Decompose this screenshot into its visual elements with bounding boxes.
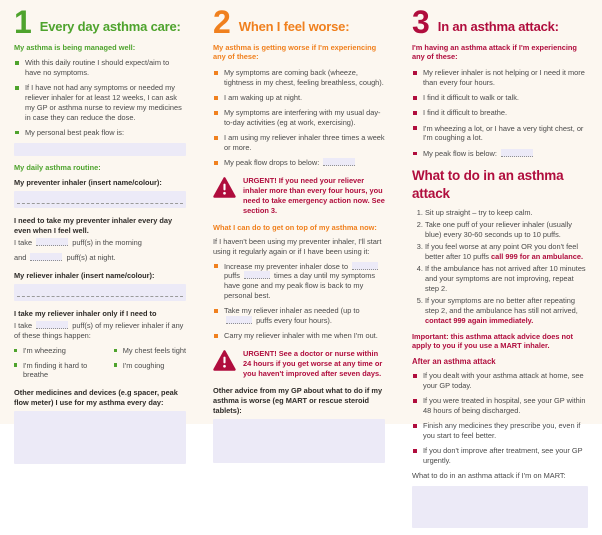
reliever-inhaler-label: My reliever inhaler (insert name/colour): — [14, 270, 155, 280]
urgent-notice-2-text: URGENT! See a doctor or nurse within 24 hours if you get worse at any time or you haven't improved after seven days. — [243, 348, 383, 378]
reliever-only-heading: I take my reliever inhaler only if I need to — [14, 308, 157, 318]
reliever-dose-line — [14, 321, 186, 341]
step-emphasis: contact 999 again immediately. — [425, 315, 534, 325]
night-puffs-field[interactable] — [30, 253, 62, 261]
list-item-text: My peak flow drops to below: — [224, 158, 320, 168]
increase-dose-times-field[interactable] — [244, 271, 270, 279]
section-3-intro: I'm having an asthma attack if I'm experiencing any of these: — [412, 42, 577, 62]
preventer-restart-text: If I haven't been using my preventer inhaler, I'll start using it regularly again or if I have been using it: — [213, 237, 382, 256]
list-item — [213, 158, 385, 168]
step-item — [425, 264, 588, 293]
symptom-item: My chest feels tight — [114, 346, 186, 356]
morning-puffs-field[interactable] — [36, 238, 68, 246]
other-advice-label: Other advice from my GP about what to do if my asthma is worse (eg MART or rescue steroid tablets): — [213, 386, 383, 415]
urgent-notice-2 — [213, 349, 385, 378]
list-item-text: Carry my reliever inhaler with me when I'm out. — [224, 331, 378, 341]
section-1-intro: My asthma is being managed well: — [14, 42, 136, 52]
mart-important-note: Important: this asthma attack advice does not apply to you if you use a MART inhaler. — [412, 331, 573, 351]
list-item — [412, 108, 588, 118]
after-attack-heading: After an asthma attack — [412, 357, 496, 367]
increase-dose-puffs-field[interactable] — [352, 262, 378, 270]
list-item — [213, 68, 385, 88]
step-item — [425, 208, 588, 218]
list-item — [412, 396, 588, 416]
section-2-intro: My asthma is getting worse if I'm experiencing any of these: — [213, 42, 377, 62]
list-item-text: My reliever inhaler is not helping or I need it more than every four hours. — [423, 68, 585, 87]
daily-routine-heading: My daily asthma routine: — [14, 163, 101, 173]
symptom-item: I'm finding it hard to breathe — [14, 361, 100, 381]
get-on-top-heading: What I can do to get on top of my asthma now: — [213, 223, 377, 233]
reliever-puffs-field[interactable] — [36, 321, 68, 329]
list-item-text: I find it difficult to walk or talk. — [423, 93, 519, 103]
attack-signs-list — [412, 68, 588, 158]
list-item — [213, 93, 385, 103]
list-item-text: If I have not had any symptoms or needed my reliever inhaler for at least 12 weeks, I can ask my GP or asthma nurse to review my medicines in case they can reduce the dose. — [25, 83, 182, 122]
other-medicines-field[interactable] — [14, 411, 186, 464]
section-1-header — [14, 4, 186, 40]
list-item — [412, 446, 588, 466]
list-item-text: My symptoms are interfering with my usual day-to-day activities (eg at work, exercising). — [224, 108, 381, 128]
after-attack-list — [412, 371, 588, 466]
morning-dose-line — [14, 238, 186, 248]
list-item-text: puffs — [224, 271, 240, 281]
peak-flow-drop-field[interactable] — [323, 158, 355, 166]
section-3-header — [412, 4, 588, 40]
symptom-item: I'm coughing — [114, 361, 186, 381]
list-item-text: My personal best peak flow is: — [25, 127, 124, 137]
list-item — [412, 68, 588, 88]
worse-signs-list — [213, 68, 385, 168]
step-item — [425, 242, 588, 262]
night-dose-line — [14, 253, 186, 263]
preventer-note: I need to take my preventer inhaler every day even when I feel well. — [14, 215, 173, 235]
section-1-title: Every day asthma care: — [39, 19, 181, 35]
list-item-text: Take my reliever inhaler as needed (up to — [224, 306, 360, 316]
dose-text: puff(s) in the morning — [72, 238, 142, 248]
urgent-notice-1-text: URGENT! If you need your reliever inhaler more than every four hours, you need to take emergency action now. See section 3. — [243, 176, 385, 215]
step-text: If the ambulance has not arrived after 10 minutes and your symptoms are not improving, repeat step 2. — [425, 264, 586, 293]
list-item — [213, 331, 385, 341]
reliever-max-puffs-field[interactable] — [226, 316, 252, 324]
list-item-text: I am using my reliever inhaler three times a week or more. — [224, 133, 385, 153]
list-item-text: I am waking up at night. — [224, 93, 303, 103]
reliever-name-field[interactable] — [14, 284, 186, 301]
list-item — [213, 306, 385, 326]
list-item-text: If you don't improve after treatment, see your GP urgently. — [423, 446, 583, 466]
dose-text: puff(s) of my reliever inhaler if any of these things happen: — [14, 321, 184, 341]
section-3-title: In an asthma attack: — [437, 19, 559, 35]
section-3-number: 3 — [412, 4, 430, 40]
list-item-text: I'm wheezing a lot, or I have a very tight chest, or I'm coughing a lot. — [423, 123, 584, 143]
section-2-number: 2 — [213, 4, 231, 40]
list-item — [14, 128, 186, 138]
mart-attack-label: What to do in an asthma attack if I'm on MART: — [412, 471, 566, 481]
urgent-notice-1 — [213, 176, 385, 215]
step-text: If you feel worse at any point OR you don't feel better after 10 puffs — [425, 242, 579, 262]
symptom-checklist — [14, 346, 186, 380]
dose-text: I take — [14, 321, 33, 331]
list-item-text: If you dealt with your asthma attack at home, see your GP today. — [423, 371, 584, 391]
list-item-text: My peak flow is below: — [423, 148, 497, 158]
other-advice-field[interactable] — [213, 419, 385, 463]
list-item — [213, 133, 385, 153]
section-2-title: When I feel worse: — [238, 19, 350, 35]
list-item-text: With this daily routine I should expect/aim to have no symptoms. — [25, 58, 170, 78]
best-peak-flow-field[interactable] — [14, 143, 186, 156]
list-item-text: puffs every four hours). — [256, 315, 332, 325]
warning-icon — [213, 350, 236, 374]
dose-text: puff(s) at night. — [66, 253, 116, 263]
step-item — [425, 296, 588, 325]
section-asthma-attack — [412, 4, 588, 535]
list-item — [412, 149, 588, 159]
section-2-header — [213, 4, 385, 40]
dose-text: and — [14, 253, 27, 263]
warning-icon — [213, 177, 236, 201]
other-medicines-label: Other medicines and devices (e.g spacer, peak flow meter) I use for my asthma every day: — [14, 388, 178, 407]
step-emphasis: call 999 for an ambulance. — [491, 252, 584, 262]
list-item — [14, 58, 186, 78]
dose-text: I take — [14, 238, 33, 248]
list-item — [412, 371, 588, 391]
list-item-text: Finish any medicines they prescribe you, even if you start to feel better. — [423, 421, 581, 441]
preventer-inhaler-label: My preventer inhaler (insert name/colour): — [14, 177, 162, 187]
list-item-text: Increase my preventer inhaler dose to — [224, 261, 349, 271]
list-item-text: If you were treated in hospital, see your GP within 48 hours of being discharged. — [423, 396, 586, 416]
list-item — [213, 108, 385, 128]
step-item — [425, 220, 588, 240]
section-1-number: 1 — [14, 4, 32, 40]
attack-steps-list — [412, 208, 588, 325]
step-text: Take one puff of your reliever inhaler (usually blue) every 30-60 seconds up to 10 puffs. — [425, 220, 572, 240]
attack-peak-flow-field[interactable] — [501, 149, 533, 157]
step-text: If your symptoms are no better after repeating step 2, and the ambulance has still not arrived, — [425, 296, 578, 315]
list-item — [412, 124, 588, 144]
everyday-care-list — [14, 58, 186, 137]
preventer-name-field[interactable] — [14, 191, 186, 208]
list-item — [213, 262, 385, 301]
section-feel-worse — [213, 4, 385, 535]
mart-attack-field[interactable] — [412, 486, 588, 528]
list-item — [14, 83, 186, 122]
actions-list — [213, 262, 385, 341]
list-item — [412, 93, 588, 103]
list-item-text: I find it difficult to breathe. — [423, 108, 508, 118]
attack-steps-heading: What to do in an asthma attack — [412, 168, 564, 202]
section-everyday-care — [14, 4, 186, 535]
symptom-item: I'm wheezing — [14, 346, 100, 356]
list-item-text: My symptoms are coming back (wheeze, tightness in my chest, feeling breathless, cough). — [224, 68, 384, 87]
step-text: Sit up straight – try to keep calm. — [425, 208, 533, 218]
list-item-text: times a day until my symptoms have gone and my peak flow is back to my personal best. — [224, 271, 376, 300]
list-item — [412, 421, 588, 441]
